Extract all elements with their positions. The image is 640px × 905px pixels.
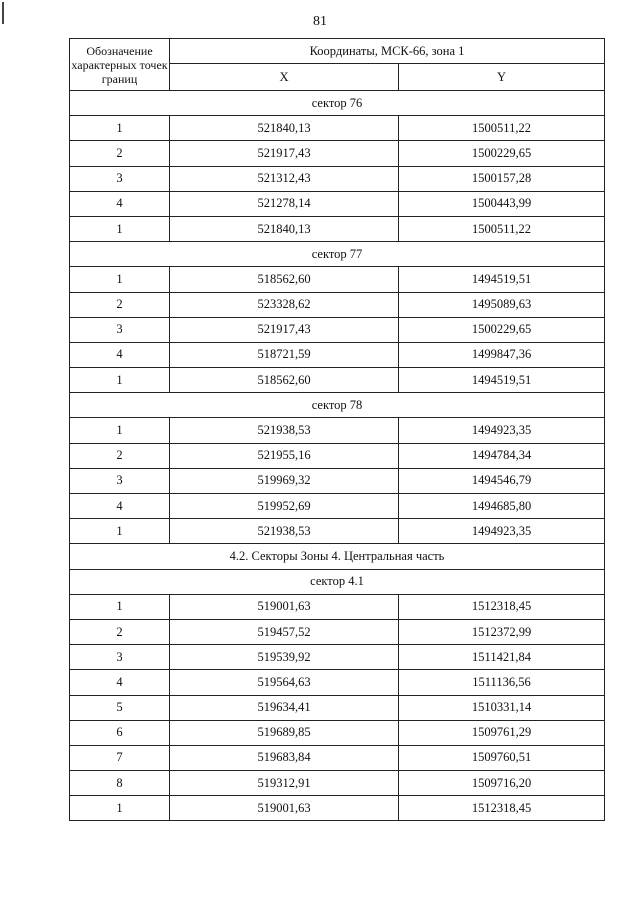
table-row [70, 418, 605, 443]
x-coordinate-cell: 518562,60 [170, 368, 399, 393]
section-row [70, 393, 605, 418]
point-number-cell: 1 [70, 368, 170, 393]
x-coordinate-cell: 519634,41 [170, 695, 399, 720]
y-coordinate-cell: 1512318,45 [399, 594, 605, 619]
point-number-cell: 4 [70, 342, 170, 367]
y-coordinate-cell: 1499847,36 [399, 342, 605, 367]
point-number-cell: 3 [70, 645, 170, 670]
x-coordinate-cell: 519969,32 [170, 468, 399, 493]
x-coordinate-cell: 521840,13 [170, 216, 399, 241]
y-coordinate-cell: 1494546,79 [399, 468, 605, 493]
point-number-cell: 2 [70, 619, 170, 644]
header-coordinates: Координаты, МСК-66, зона 1 [170, 39, 605, 64]
x-coordinate-cell: 519683,84 [170, 745, 399, 770]
y-coordinate-cell: 1494923,35 [399, 519, 605, 544]
y-coordinate-cell: 1500229,65 [399, 141, 605, 166]
y-coordinate-cell: 1494784,34 [399, 443, 605, 468]
y-coordinate-cell: 1494685,80 [399, 494, 605, 519]
point-number-cell: 1 [70, 216, 170, 241]
x-coordinate-cell: 519564,63 [170, 670, 399, 695]
point-number-cell: 7 [70, 745, 170, 770]
point-number-cell: 4 [70, 191, 170, 216]
point-number-cell: 1 [70, 519, 170, 544]
x-coordinate-cell: 521938,53 [170, 418, 399, 443]
point-number-cell: 4 [70, 670, 170, 695]
x-coordinate-cell: 519001,63 [170, 796, 399, 821]
point-number-cell: 2 [70, 443, 170, 468]
y-coordinate-cell: 1495089,63 [399, 292, 605, 317]
table-row [70, 645, 605, 670]
x-coordinate-cell: 518562,60 [170, 267, 399, 292]
x-coordinate-cell: 519689,85 [170, 720, 399, 745]
y-coordinate-cell: 1500157,28 [399, 166, 605, 191]
header-x: X [170, 64, 399, 91]
y-coordinate-cell: 1512372,99 [399, 619, 605, 644]
table-row [70, 342, 605, 367]
table-row [70, 368, 605, 393]
table-row [70, 619, 605, 644]
y-coordinate-cell: 1509760,51 [399, 745, 605, 770]
table-row [70, 594, 605, 619]
section-row [70, 242, 605, 267]
section-row [70, 569, 605, 594]
y-coordinate-cell: 1500511,22 [399, 116, 605, 141]
x-coordinate-cell: 519001,63 [170, 594, 399, 619]
table-row [70, 267, 605, 292]
y-coordinate-cell: 1511136,56 [399, 670, 605, 695]
point-number-cell: 4 [70, 494, 170, 519]
point-number-cell: 3 [70, 166, 170, 191]
table-row [70, 494, 605, 519]
point-number-cell: 1 [70, 594, 170, 619]
point-number-cell: 3 [70, 468, 170, 493]
y-coordinate-cell: 1511421,84 [399, 645, 605, 670]
point-number-cell: 1 [70, 796, 170, 821]
table-row [70, 141, 605, 166]
x-coordinate-cell: 519539,92 [170, 645, 399, 670]
section-title: 4.2. Секторы Зоны 4. Центральная часть [70, 544, 605, 569]
point-number-cell: 1 [70, 267, 170, 292]
table-row [70, 670, 605, 695]
y-coordinate-cell: 1512318,45 [399, 796, 605, 821]
y-coordinate-cell: 1500511,22 [399, 216, 605, 241]
coordinates-table-body [70, 91, 605, 821]
x-coordinate-cell: 521955,16 [170, 443, 399, 468]
point-number-cell: 2 [70, 292, 170, 317]
y-coordinate-cell: 1494923,35 [399, 418, 605, 443]
point-number-cell: 6 [70, 720, 170, 745]
x-coordinate-cell: 519952,69 [170, 494, 399, 519]
y-coordinate-cell: 1494519,51 [399, 267, 605, 292]
point-number-cell: 8 [70, 771, 170, 796]
point-number-cell: 3 [70, 317, 170, 342]
y-coordinate-cell: 1500229,65 [399, 317, 605, 342]
x-coordinate-cell: 521917,43 [170, 141, 399, 166]
table-row [70, 292, 605, 317]
x-coordinate-cell: 523328,62 [170, 292, 399, 317]
x-coordinate-cell: 521840,13 [170, 116, 399, 141]
coordinates-table [69, 38, 605, 821]
table-row [70, 116, 605, 141]
y-coordinate-cell: 1510331,14 [399, 695, 605, 720]
table-row [70, 468, 605, 493]
x-coordinate-cell: 521312,43 [170, 166, 399, 191]
x-coordinate-cell: 518721,59 [170, 342, 399, 367]
page-number: 81 [313, 14, 327, 29]
y-coordinate-cell: 1494519,51 [399, 368, 605, 393]
section-row [70, 544, 605, 569]
section-row [70, 91, 605, 116]
x-coordinate-cell: 519457,52 [170, 619, 399, 644]
x-coordinate-cell: 521938,53 [170, 519, 399, 544]
y-coordinate-cell: 1509716,20 [399, 771, 605, 796]
table-row [70, 695, 605, 720]
table-row [70, 796, 605, 821]
section-title: сектор 77 [70, 242, 605, 267]
table-row [70, 720, 605, 745]
x-coordinate-cell: 521278,14 [170, 191, 399, 216]
table-row [70, 216, 605, 241]
table-row [70, 519, 605, 544]
table-row [70, 771, 605, 796]
x-coordinate-cell: 519312,91 [170, 771, 399, 796]
point-number-cell: 2 [70, 141, 170, 166]
point-number-cell: 1 [70, 418, 170, 443]
x-coordinate-cell: 521917,43 [170, 317, 399, 342]
header-point-designation: Обозначение характерных точек границ [70, 39, 170, 91]
section-title: сектор 4.1 [70, 569, 605, 594]
header-y: Y [399, 64, 605, 91]
section-title: сектор 78 [70, 393, 605, 418]
point-number-cell: 5 [70, 695, 170, 720]
table-row [70, 191, 605, 216]
table-row [70, 166, 605, 191]
section-title: сектор 76 [70, 91, 605, 116]
y-coordinate-cell: 1509761,29 [399, 720, 605, 745]
y-coordinate-cell: 1500443,99 [399, 191, 605, 216]
point-number-cell: 1 [70, 116, 170, 141]
table-row [70, 443, 605, 468]
table-row [70, 745, 605, 770]
table-row [70, 317, 605, 342]
